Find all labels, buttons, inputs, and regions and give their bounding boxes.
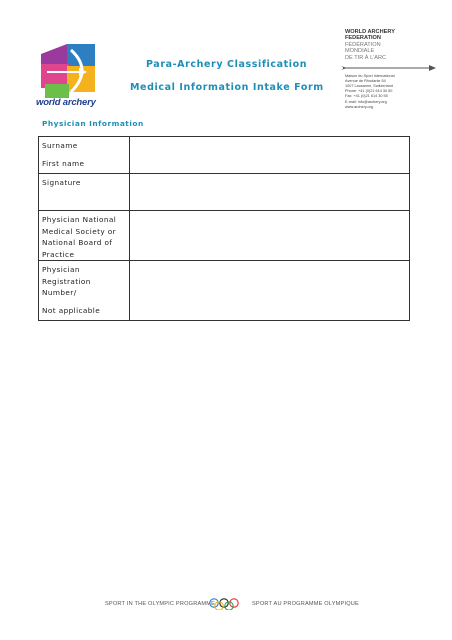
- form-row-signature: [38, 174, 410, 211]
- footer: [0, 598, 452, 610]
- label-line: Surname: [42, 141, 78, 150]
- arrow-icon: [345, 64, 435, 72]
- label-line: Signature: [42, 178, 81, 187]
- registration-number-field[interactable]: [130, 261, 409, 320]
- signature-field[interactable]: [130, 174, 409, 210]
- form-row-society: [38, 211, 410, 261]
- form-title-line2: Medical Information Intake Form: [130, 82, 324, 93]
- federation-name-en-1: WORLD ARCHERY: [345, 29, 395, 35]
- label-line: Registration: [42, 276, 91, 286]
- federation-name-fr-3: DE TIR À L'ARC: [345, 54, 387, 61]
- label-line: Practice: [42, 249, 75, 259]
- section-title: Physician Information: [42, 119, 144, 128]
- label-line: Not applicable: [42, 305, 101, 315]
- label-line: National Board of: [42, 238, 113, 247]
- surname-firstname-field[interactable]: [130, 137, 409, 173]
- federation-address-6: E-mail: info@archery.org: [345, 99, 387, 104]
- label-line: First name: [42, 158, 85, 168]
- physician-form-table: [38, 136, 410, 321]
- form-row-registration: [38, 261, 410, 321]
- federation-address-5: Fax: +41 (0)21 614 30 55: [345, 94, 388, 99]
- federation-block: [345, 29, 435, 110]
- federation-name-en-2: FEDERATION: [345, 35, 381, 42]
- olympic-rings-icon: [207, 598, 247, 610]
- footer-left-text: SPORT IN THE OLYMPIC PROGRAMME: [105, 601, 216, 607]
- form-title-line1: Para-Archery Classification: [146, 59, 308, 70]
- form-label-society: [39, 211, 130, 260]
- label-line: Number/: [42, 288, 77, 297]
- form-row-name: [38, 136, 410, 174]
- label-line: Physician: [42, 265, 80, 274]
- federation-address-2: Avenue de Rhodanie 54: [345, 79, 386, 84]
- federation-address-7: www.archery.org: [345, 104, 373, 109]
- medical-society-field[interactable]: [130, 211, 409, 260]
- federation-name-fr-2: MONDIALE: [345, 48, 375, 55]
- form-label-name: [39, 137, 130, 173]
- footer-right-text: SPORT AU PROGRAMME OLYMPIQUE: [252, 601, 359, 607]
- label-line: Physician National: [42, 215, 117, 224]
- label-line: Medical Society or: [42, 226, 117, 236]
- federation-name-fr-1: FÉDÉRATION: [345, 41, 381, 48]
- logo-text: world archery: [36, 97, 96, 108]
- federation-address-1: Maison du Sport International: [345, 74, 395, 79]
- form-label-registration: [39, 261, 130, 320]
- federation-address-4: Phone: +41 (0)21 614 30 50: [345, 89, 393, 94]
- federation-address-3: 1007 Lausanne, Switzerland: [345, 84, 393, 89]
- form-label-signature: [39, 174, 130, 210]
